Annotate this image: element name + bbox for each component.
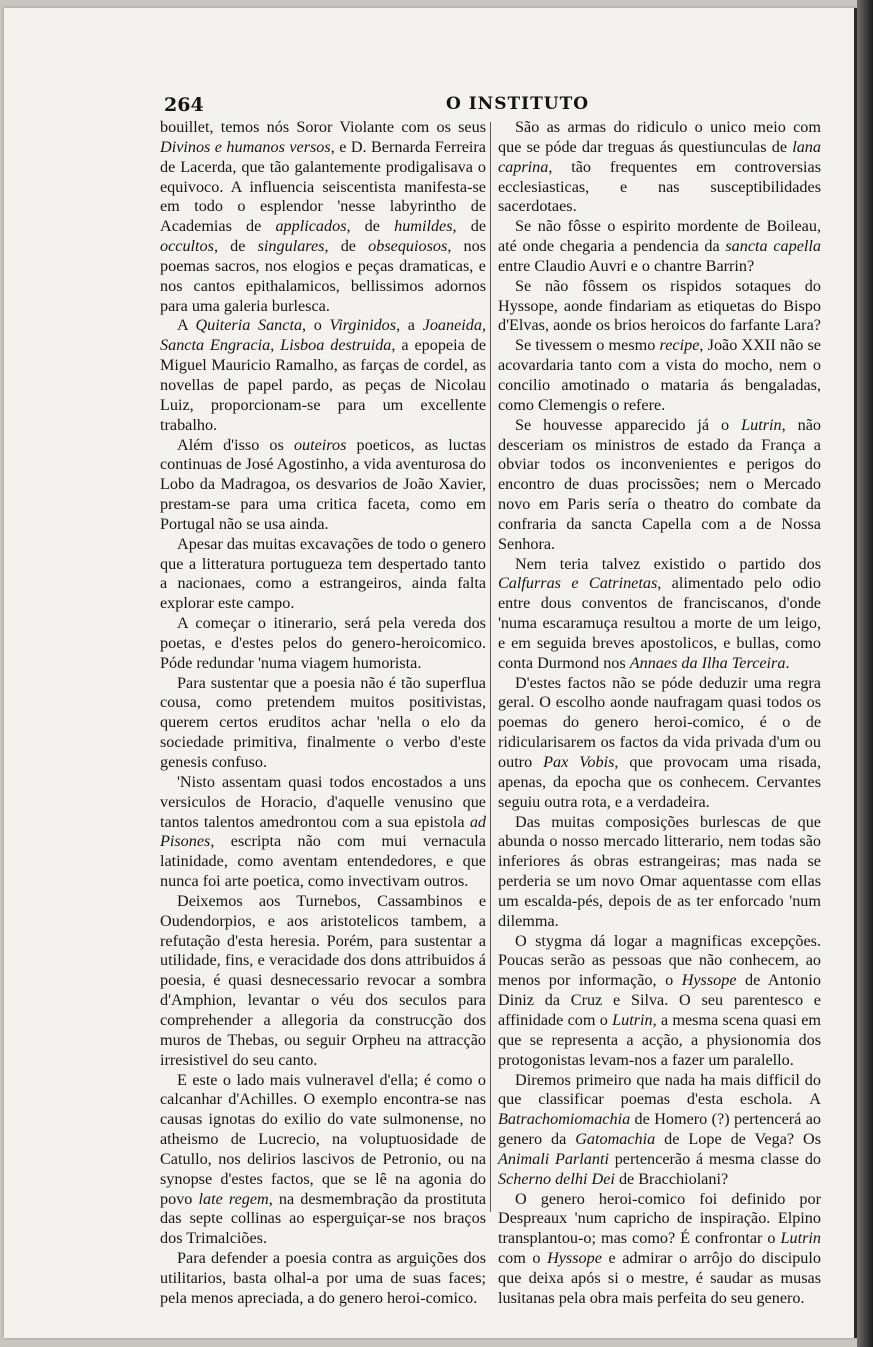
paragraph: A Quiteria Sancta, o Virginidos, a Joaneida, Sancta Engracia, Lisboa destruida, a epopeia de Miguel Mauricio Ramalho, as farças de cordel, as novellas de papel pardo, as peças de Nicolau Luiz, proporcionam-se para um excellente trabalho.: [160, 316, 487, 434]
paragraph: O stygma dá logar a magnificas excepções. Poucas serão as pessoas que não conhecem, ao menos por informação, o Hyssope de Antonio Diniz da Cruz e Silva. O seu parentesco e affinidade com o Lutrin, a mesma scena quasi em que se representa a acção, a physionomia dos protogonistas levam-nos a fazer um paralello.: [498, 931, 821, 1069]
paragraph: Para defender a poesia contra as arguições dos utilitarios, basta olhal-a por uma de suas faces; pela menos apreciada, a do genero heroi-comico.: [160, 1249, 486, 1307]
paragraph: Se não fôsse o espirito mordente de Boileau, até onde chegaria a pendencia da sancta capella entre Claudio Auvri e o chantre Barrin?: [498, 217, 821, 275]
paragraph: São as armas do ridiculo o unico meio com que se póde dar treguas ás questiunculas de lana caprina, tão frequentes em controversias ecclesiasticas, e nas susceptibilidades sacerdotaes.: [498, 118, 821, 216]
paragraph: O genero heroi-comico foi definido por Despreaux 'num capricho de inspiração. Elpino transplantou-o; mas como? É confrontar o Lutrin com o Hyssope e admirar o arrôjo do discipulo que deixa após si o mestre, é saudar as musas lusitanas pela obra mais perfeita do seu genero.: [498, 1189, 821, 1307]
paragraph: bouillet, temos nós Soror Violante com os seus Divinos e humanos versos, e D. Bernarda Ferreira de Lacerda, que tão galantemente prodigalisava o equivoco. A influencia seiscentista manifesta-se em todo o esplendor 'nesse labyrintho de Academias de applicados, de humildes, de occultos, de singulares, de obsequiosos, nos poemas sacros, nos elogios e peças dramaticas, e nos cantos epithalamicos, bellissimos adornos para uma galeria burlesca.: [160, 118, 487, 315]
book-spine-shadow: [857, 0, 873, 1347]
right-column: [498, 118, 821, 1309]
paragraph: Nem teria talvez existido o partido dos Calfurras e Catrinetas, alimentado pelo odio entre dous conventos de franciscanos, d'onde 'numa escaramuça resultou a morte de um leigo, e em seguida breves apostolicos, e bullas, como conta Durmond nos Annaes da Ilha Terceira.: [498, 554, 821, 672]
paragraph: A começar o itinerario, será pela vereda dos poetas, e d'estes pelos do genero-heroicomico. Póde redundar 'numa viagem humoristа.: [160, 614, 486, 672]
page-header: [164, 94, 824, 116]
paragraph: E este o lado mais vulneravel d'ella; é como o calcanhar d'Achilles. O exemplo encontra-se nas causas ignotas do exilio do vate sulmonense, no atheismo de Lucrecio, na voluptuosidade de Catullo, nos delirios lascivos de Petronio, ou na synopse d'estes factos, que se lê na agonia do povo late regem, na desmembração da prostituta das septe collinas ao esperguiçar-se nos braços dos Trimalciões.: [160, 1070, 486, 1248]
paragraph: Para sustentar que a poesia não é tão superflua cousa, como pretendem muitos positivistas, querem certos eruditos achar 'nella o elo da sociedade primitiva, finalmente o verbo d'este genesis confuso.: [160, 673, 486, 771]
paragraph: D'estes factos não se póde deduzir uma regra geral. O escolho aonde naufragam quasi todos os poemas do genero heroi-comico, é o de ridicularisarem os factos da vida privada d'um ou outro Pax Vobis, que provocam uma risada, apenas, da epocha que os conhecem. Cervantes seguiu outra rota, e a verdadeira.: [498, 673, 822, 811]
left-column: [160, 118, 486, 1309]
page-number: 264: [164, 94, 204, 116]
paragraph: Diremos primeiro que nada ha mais difficil do que classificar poemas d'esta escholа. A Batrachomiomachia de Homero (?) pertencerá ao genero da Gatomachia de Lope de Vega? Os Animali Parlanti pertencerão á mesma classe do Scherno delhi Dei de Bracchiolani?: [498, 1070, 822, 1188]
paragraph: Além d'isso os outeiros poeticos, as luctas continuas de José Agostinho, a vida aventurosa do Lobo da Madragoa, os desvarios de João Xavier, prestam-se para uma critica faceta, como em Portugal não se usa ainda.: [160, 435, 487, 533]
paragraph: Se não fôssem os rispidos sotaques do Hyssope, aonde findariam as etiquetas do Bispo d'Elvas, aonde os brios heroicos do farfante Lara?: [498, 276, 821, 335]
paragraph: Se tivessem o mesmo recipe, João XXII não se acovardaria tanto com a vista do mocho, nem o concilio amotinado o mataria ás bengaladas, como Clemengis o refere.: [498, 336, 821, 414]
paragraph: 'Nisto assentam quasi todos encostados a uns versiculos de Horacio, d'aquelle venusino que tantos talentos amedrontou com a sua epistola ad Pisones, escripta não com mui vernacula latinidade, como aventam entendedores, e que nunca foi arte poetica, como invectivam outros.: [160, 772, 486, 891]
paragraph: Deixemos aos Turnebos, Cassambinos e Oudendorpios, e aos aristotelicos tambem, a refutação d'esta heresia. Porém, para sustentar a utilidade, fins, e veracidade dos dons attribuidos á poesia, é quasi desnecessario revocar a sombra d'Amphion, levantar o véu dos seculos para comprehender a allegoria da construcção dos muros de Thebas, ou seguir Orpheu na attracção irresistivel do seu canto.: [160, 891, 486, 1069]
paragraph: Se houvesse apparecido já o Lutrin, não desceriam os ministros de estado da França a obviar todos os inconvenientes e perigos do encontro de duas procissões; nem o Mercado novo em Paris sería o theatro do combate da confraria da sancta Capella com a de Nossa Senhora.: [498, 415, 822, 553]
running-title: O INSTITUTO: [446, 94, 590, 114]
paragraph: Das muitas composições burlescas de que abunda o nosso mercado litterario, nem todas são inferiores ás obras estrangeiras; mas nada se perderia se um novo Omar aquentasse com ellas um escalda-pés, depois de as ter enforcado 'num dilemma.: [498, 812, 821, 930]
paragraph: Apesar das muitas excavações de todo o genero que a litteratura portugueza tem despertado tanto a nacionaes, como a estrangeiros, ainda falta explorar este campo.: [160, 534, 486, 613]
column-divider: [490, 122, 491, 1212]
